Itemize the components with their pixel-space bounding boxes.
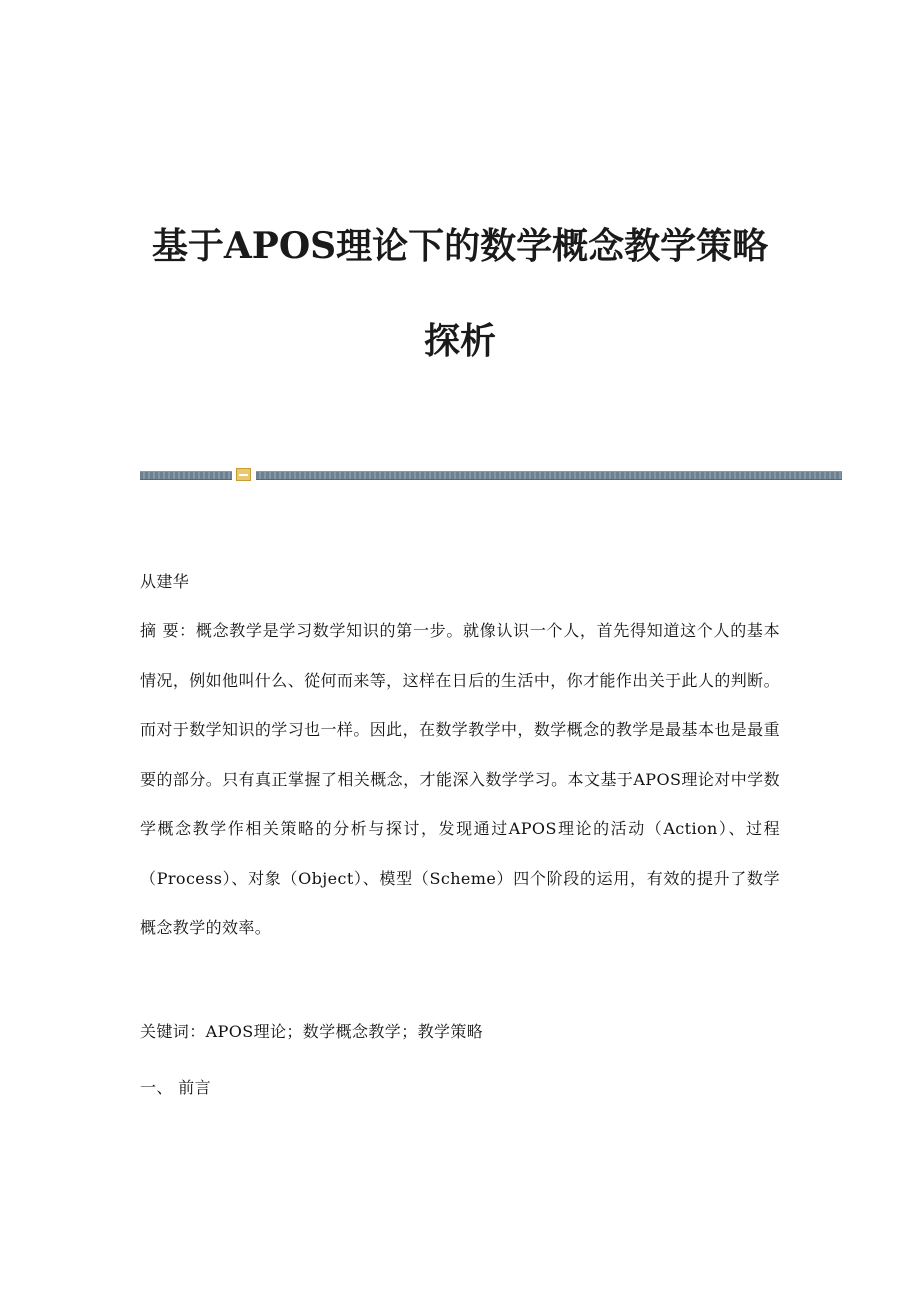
document-title-line-2: 探析 [423,320,496,362]
keywords-text: APOS理论；数学概念教学；教学策略 [205,1022,484,1041]
abstract-paragraph [140,606,780,953]
abstract-label: 摘 要： [140,621,196,640]
divider-ornament-icon [236,468,251,481]
section-heading: 一、 前言 [140,1078,212,1097]
keywords-label: 关键词： [140,1022,206,1041]
keywords-line [140,1019,483,1042]
document-title-line-1: 基于APOS理论下的数学概念教学策略 [151,225,769,267]
title-divider-right [256,471,842,480]
title-divider-left [140,471,232,480]
abstract-text: 概念教学是学习数学知识的第一步。就像认识一个人，首先得知道这个人的基本情况，例如他叫什么、從何而来等，这样在日后的生活中，你才能作出关于此人的判断。而对于数学知识的学习也一样。因此，在数学教学中，数学概念的教学是最基本也是最重要的部分。只有真正掌握了相关概念，才能深入数学学习。本文基于APOS理论对中学数学概念教学作相关策略的分析与探讨，发现通过APOS理论的活动（Action）、过程（Process）、对象（Object）、模型（Scheme）四个阶段的运用，有效的提升了数学概念教学的效率。 [140,621,780,937]
author-name: 从建华 [140,572,190,591]
